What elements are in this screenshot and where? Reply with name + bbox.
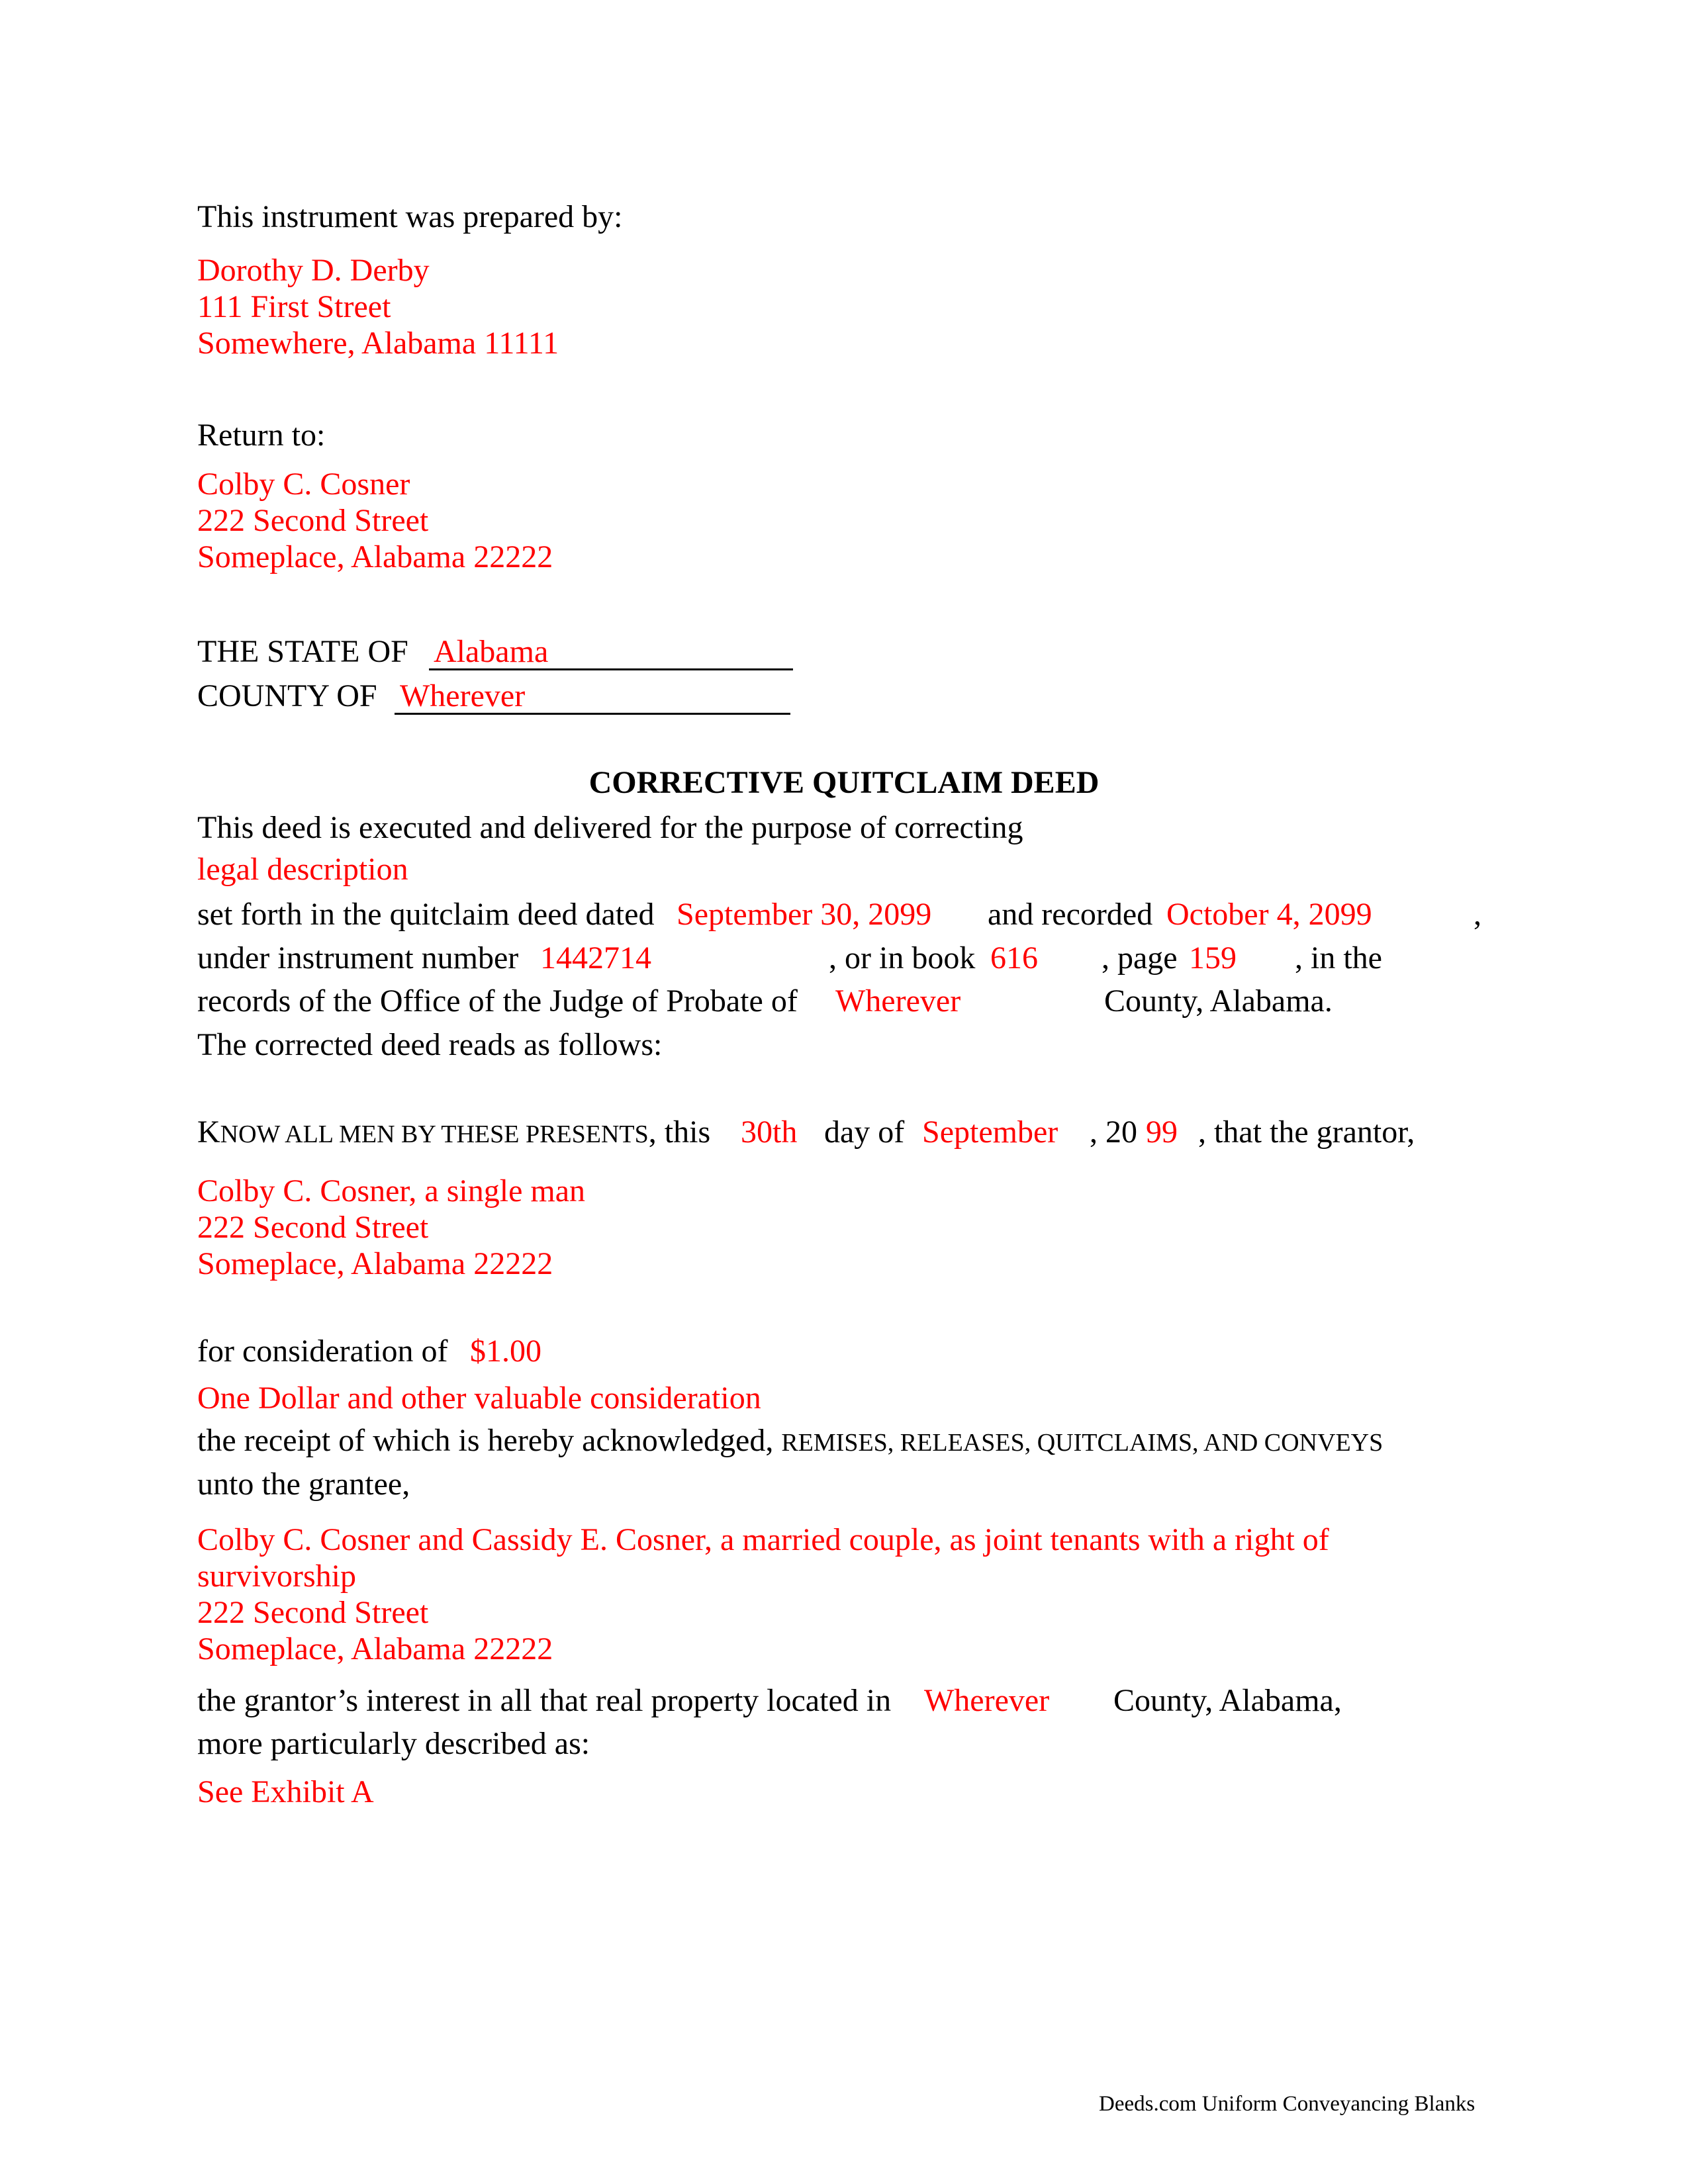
described-as: more particularly described as:: [197, 1726, 590, 1761]
page-prefix: , page: [1102, 940, 1178, 976]
instrument-prefix: under instrument number: [197, 940, 519, 976]
consideration-amount: $1.00: [470, 1334, 541, 1369]
preparer-street: 111 First Street: [197, 289, 391, 324]
recorded-prefix: and recorded: [988, 897, 1153, 932]
return-to-city: Someplace, Alabama 22222: [197, 539, 553, 574]
unto-grantee: unto the grantee,: [197, 1467, 410, 1502]
property-prefix: the grantor’s interest in all that real property located in: [197, 1683, 892, 1718]
grantee-city: Someplace, Alabama 22222: [197, 1631, 553, 1666]
book-prefix: , or in book: [829, 940, 976, 976]
grantee-name-line-2: survivorship: [197, 1559, 356, 1594]
grantee-name-line-1: Colby C. Cosner and Cassidy E. Cosner, a married couple, as joint tenants with a right of: [197, 1522, 1329, 1557]
presents-this: , this: [648, 1115, 711, 1150]
records-suffix: County, Alabama.: [1104, 983, 1333, 1019]
year-prefix: , 20: [1090, 1115, 1137, 1150]
presents-line: [197, 1116, 710, 1148]
return-to-name: Colby C. Cosner: [197, 467, 410, 502]
return-to-label: Return to:: [197, 418, 326, 453]
grantor-name: Colby C. Cosner, a single man: [197, 1173, 586, 1208]
consideration-description: One Dollar and other valuable consideration: [197, 1381, 761, 1416]
recorded-value: October 4, 2099: [1166, 897, 1372, 932]
dated-value: September 30, 2099: [677, 897, 932, 932]
book-value: 616: [990, 940, 1038, 976]
day-value: 30th: [741, 1115, 798, 1150]
records-prefix: records of the Office of the Judge of Probate of: [197, 983, 798, 1019]
footer-text: Deeds.com Uniform Conveyancing Blanks: [1099, 2092, 1476, 2116]
property-county: Wherever: [924, 1683, 1050, 1718]
month-value: September: [922, 1115, 1058, 1150]
county-underline: [395, 713, 790, 715]
prepared-by-label: This instrument was prepared by:: [197, 199, 623, 234]
dated-prefix: set forth in the quitclaim deed dated: [197, 897, 655, 932]
state-label: THE STATE OF: [197, 634, 408, 669]
county-value: Wherever: [400, 678, 526, 713]
receipt-line: [197, 1425, 1383, 1457]
reads-as-follows: The corrected deed reads as follows:: [197, 1027, 663, 1062]
grantor-intro: , that the grantor,: [1198, 1115, 1415, 1150]
records-county: Wherever: [835, 983, 961, 1019]
purpose-line-1: This deed is executed and delivered for the purpose of correcting: [197, 810, 1023, 845]
page-suffix: , in the: [1295, 940, 1382, 976]
correction-item: legal description: [197, 852, 408, 887]
preparer-city: Somewhere, Alabama 11111: [197, 326, 559, 361]
presents-caps: NOW ALL MEN BY THESE PRESENTS: [220, 1120, 649, 1148]
state-value: Alabama: [434, 634, 549, 669]
page-value: 159: [1189, 940, 1237, 976]
instrument-number: 1442714: [540, 940, 651, 976]
grantor-city: Someplace, Alabama 22222: [197, 1246, 553, 1281]
property-description: See Exhibit A: [197, 1774, 374, 1809]
return-to-street: 222 Second Street: [197, 503, 429, 538]
year-value: 99: [1146, 1115, 1178, 1150]
grantee-street: 222 Second Street: [197, 1595, 429, 1630]
receipt-text: the receipt of which is hereby acknowledged,: [197, 1423, 774, 1458]
conveys-caps: REMISES, RELEASES, QUITCLAIMS, AND CONVEYS: [781, 1429, 1383, 1457]
presents-initial: K: [197, 1115, 220, 1150]
day-of: day of: [824, 1115, 905, 1150]
preparer-name: Dorothy D. Derby: [197, 253, 430, 288]
county-label: COUNTY OF: [197, 678, 377, 713]
grantor-street: 222 Second Street: [197, 1210, 429, 1245]
recorded-suffix: ,: [1474, 897, 1481, 932]
consideration-prefix: for consideration of: [197, 1334, 448, 1369]
property-suffix: County, Alabama,: [1113, 1683, 1342, 1718]
document-title: CORRECTIVE QUITCLAIM DEED: [588, 765, 1100, 800]
state-underline: [429, 668, 793, 670]
